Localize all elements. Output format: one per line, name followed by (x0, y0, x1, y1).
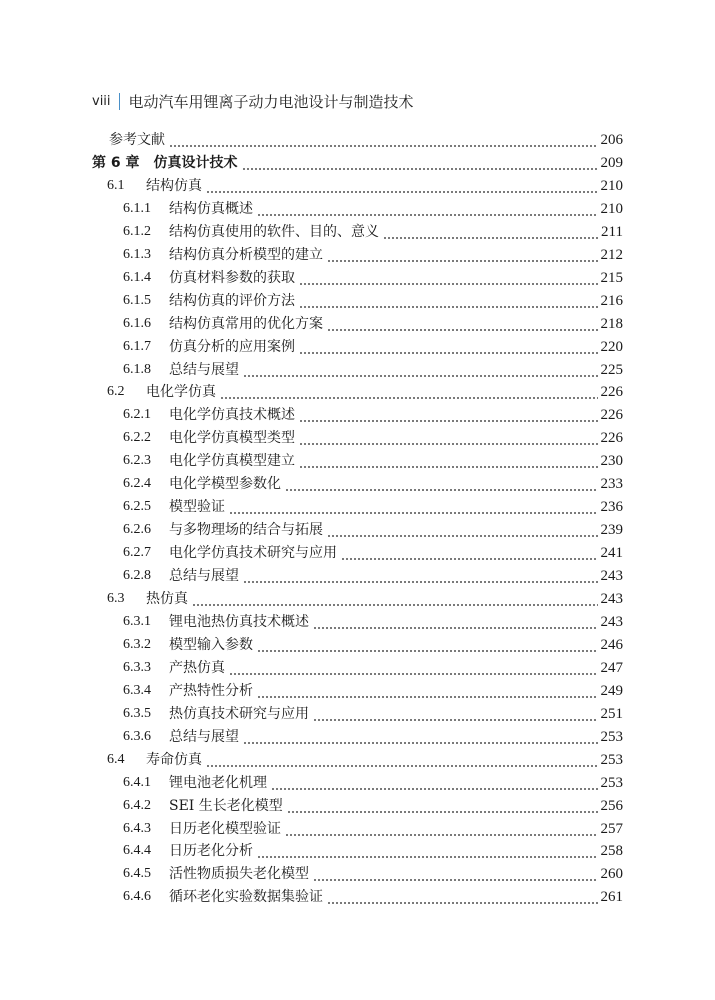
toc-entry-title: 结构仿真概述 (169, 200, 253, 217)
toc-entry-title: 循环老化实验数据集验证 (169, 889, 323, 906)
toc-entry-number: 6.1.7 (123, 338, 151, 354)
toc-entry[interactable] (0, 610, 715, 632)
toc-entry-page: 225 (600, 361, 623, 378)
toc-entry-number: 6.1.6 (123, 315, 151, 331)
toc-entry-title: 与多物理场的结合与拓展 (169, 522, 323, 539)
toc-entry[interactable] (0, 679, 715, 701)
toc-entry[interactable] (0, 839, 715, 861)
toc-entry-page: 257 (600, 820, 623, 837)
toc-entry[interactable] (0, 380, 715, 402)
toc-entry[interactable] (0, 794, 715, 816)
toc-entry-title: 结构仿真 (146, 177, 202, 194)
toc-entry[interactable] (0, 358, 715, 380)
toc-entry-title: 日历老化分析 (169, 843, 253, 860)
toc-entry-title: 产热仿真 (169, 659, 225, 676)
toc-entry-page: 218 (600, 315, 623, 332)
toc-entry-number: 6.4.1 (123, 774, 151, 790)
toc-entry[interactable] (0, 335, 715, 357)
toc-entry[interactable] (0, 702, 715, 724)
toc-entry-page: 236 (600, 499, 623, 516)
leader-dots (206, 176, 598, 196)
leader-dots (327, 520, 598, 540)
toc-entry-page: 243 (600, 591, 623, 607)
toc-entry[interactable] (0, 518, 715, 540)
leader-dots (299, 337, 598, 357)
leader-dots (220, 382, 598, 402)
book-title: 电动汽车用锂离子动力电池设计与制造技术 (128, 93, 414, 111)
leader-dots (341, 543, 598, 563)
toc-entry-page: 258 (600, 843, 623, 860)
toc-entry-number: 6.4 (107, 751, 125, 767)
leader-dots (192, 589, 598, 609)
toc-entry[interactable] (0, 174, 715, 196)
toc-entry[interactable] (0, 656, 715, 678)
toc-entry[interactable] (0, 312, 715, 334)
toc-entry[interactable] (0, 725, 715, 747)
toc-entry-page: 261 (600, 889, 623, 906)
leader-dots (257, 199, 598, 219)
toc-entry[interactable] (0, 266, 715, 288)
toc-entry-title: 电化学仿真模型建立 (169, 453, 295, 470)
toc-entry-page: 253 (600, 751, 623, 768)
header-divider (119, 93, 120, 110)
toc-entry-page: 226 (600, 430, 623, 447)
toc-entry-title: 模型输入参数 (169, 636, 253, 653)
leader-dots (206, 750, 598, 770)
toc-entry-title: 电化学模型参数化 (169, 476, 281, 493)
toc-entry-title: 结构仿真的评价方法 (169, 292, 295, 309)
toc-entry-title: 电化学仿真 (146, 384, 216, 401)
leader-dots (257, 841, 598, 861)
toc-entry[interactable] (0, 633, 715, 655)
toc-entry-number: 6.1.3 (123, 246, 151, 262)
toc-entry-title: 仿真分析的应用案例 (169, 338, 295, 355)
toc-entry-title: 电化学仿真技术概述 (169, 407, 295, 424)
toc-entry[interactable] (0, 541, 715, 563)
toc-entry-page: 249 (600, 682, 623, 699)
toc-entry-title: 总结与展望 (169, 361, 239, 378)
toc-entry-title: 锂电池热仿真技术概述 (169, 613, 309, 630)
leader-dots (285, 819, 598, 839)
toc-entry-number: 6.2.3 (123, 453, 151, 469)
toc-entry-number: 6.4.2 (123, 797, 151, 813)
toc-entry-page: 233 (600, 476, 623, 493)
toc-entry-number: 6.4.6 (123, 889, 151, 905)
toc-entry[interactable] (0, 748, 715, 770)
toc-entry-page: 226 (600, 407, 623, 424)
leader-dots (299, 405, 598, 425)
toc-entry-page: 247 (600, 659, 623, 676)
toc-entry[interactable] (0, 289, 715, 311)
toc-entry-page: 220 (600, 338, 623, 355)
toc-entry[interactable] (0, 426, 715, 448)
toc-entry-page: 216 (600, 292, 623, 309)
toc-entry-number: 6.2.2 (123, 430, 151, 446)
leader-dots (327, 887, 598, 907)
toc-entry-page: 210 (600, 200, 623, 217)
toc-entry-page: 243 (600, 613, 623, 630)
toc-entry-number: 6.2.4 (123, 476, 151, 492)
toc-entry-number: 6.2.7 (123, 545, 151, 561)
toc-entry-page: 210 (600, 177, 623, 194)
toc-entry-number: 6.3.2 (123, 636, 151, 652)
toc-entry-title: 电化学仿真技术研究与应用 (169, 545, 337, 562)
toc-entry-page: 206 (600, 132, 623, 148)
leader-dots (285, 474, 598, 494)
toc-entry[interactable] (0, 197, 715, 219)
toc-entry-number: 6.2.6 (123, 522, 151, 538)
toc-entry-title: 结构仿真常用的优化方案 (169, 315, 323, 332)
toc-entry[interactable] (0, 243, 715, 265)
toc-entry-number: 6.1.4 (123, 269, 151, 285)
toc-entry-page: 243 (600, 568, 623, 585)
toc-entry-page: 226 (600, 384, 623, 401)
toc-entry-number: 6.1 (107, 177, 125, 193)
toc-entry-title: 产热特性分析 (169, 682, 253, 699)
toc-entry-number: 6.2.5 (123, 499, 151, 515)
toc-entry-number: 6.1.2 (123, 223, 151, 239)
toc-entry-title: 总结与展望 (169, 728, 239, 745)
toc-entry-page: 239 (600, 522, 623, 539)
leader-dots (243, 727, 598, 747)
toc-entry-number: 6.3.5 (123, 705, 151, 721)
toc-entry-number: 6.1.1 (123, 200, 151, 216)
toc-entry[interactable] (0, 472, 715, 494)
toc-entry[interactable] (0, 495, 715, 517)
toc-entry-page: 256 (600, 797, 623, 814)
toc-entry-page: 260 (600, 866, 623, 883)
leader-dots (257, 635, 598, 655)
toc-entry-page: 251 (600, 705, 623, 722)
toc-entry-number: 6.4.3 (123, 820, 151, 836)
leader-dots (229, 658, 598, 678)
toc-entry-number: 6.2.1 (123, 407, 151, 423)
toc-entry-page: 212 (600, 246, 623, 263)
toc-entry-page: 241 (600, 545, 623, 562)
toc-entry-number: 6.3 (107, 591, 125, 606)
toc-entry-number: 6.3.1 (123, 613, 151, 629)
leader-dots (229, 497, 598, 517)
toc-entry[interactable] (0, 587, 715, 609)
leader-dots (287, 796, 598, 816)
toc-entry-title: 仿真材料参数的获取 (169, 269, 295, 286)
toc-entry-title: 热仿真技术研究与应用 (169, 705, 309, 722)
toc-entry-number: 6.2 (107, 384, 125, 400)
leader-dots (271, 773, 598, 793)
toc-entry[interactable] (0, 449, 715, 471)
toc-entry[interactable] (0, 128, 715, 150)
toc-entry-title: 活性物质损失老化模型 (169, 866, 309, 883)
toc-entry-page: 215 (600, 269, 623, 286)
toc-entry-number: 6.3.4 (123, 682, 151, 698)
toc-entry-title: SEI 生长老化模型 (169, 797, 283, 814)
leader-dots (313, 864, 598, 884)
toc-entry-title: 总结与展望 (169, 568, 239, 585)
toc-entry-title: 锂电池老化机理 (169, 774, 267, 791)
toc-entry-title: 日历老化模型验证 (169, 820, 281, 837)
leader-dots (383, 222, 598, 242)
toc-entry-title: 热仿真 (146, 591, 188, 607)
toc-entry[interactable] (0, 151, 715, 173)
leader-dots (299, 451, 598, 471)
leader-dots (313, 704, 598, 724)
toc-entry[interactable] (0, 220, 715, 242)
toc-entry-number: 6.2.8 (123, 568, 151, 584)
toc-entry-title: 仿真设计技术 (153, 154, 238, 171)
toc-entry-number: 6.3.6 (123, 728, 151, 744)
leader-dots (243, 566, 598, 586)
toc-entry-number: 6.1.5 (123, 292, 151, 308)
leader-dots (169, 130, 598, 150)
toc-entry-page: 253 (600, 774, 623, 791)
toc-entry[interactable] (0, 862, 715, 884)
toc-entry-number: 6.3.3 (123, 659, 151, 675)
toc-entry-page: 211 (601, 223, 623, 240)
leader-dots (299, 268, 598, 288)
page-number: viii (92, 94, 111, 109)
toc-entry[interactable] (0, 771, 715, 793)
toc-entry-title: 参考文献 (109, 132, 165, 148)
toc-entry[interactable] (0, 403, 715, 425)
toc-entry-title: 模型验证 (169, 499, 225, 516)
toc-entry-page: 230 (600, 453, 623, 470)
leader-dots (242, 153, 598, 173)
leader-dots (313, 612, 598, 632)
running-header (92, 91, 414, 112)
toc-entry-number: 第 6 章 (92, 154, 140, 171)
leader-dots (243, 360, 598, 380)
toc-entry-title: 结构仿真分析模型的建立 (169, 246, 323, 263)
toc-entry-number: 6.1.8 (123, 361, 151, 377)
leader-dots (327, 245, 598, 265)
leader-dots (257, 681, 598, 701)
toc-entry[interactable] (0, 885, 715, 907)
toc-entry-page: 246 (600, 636, 623, 653)
leader-dots (327, 314, 598, 334)
leader-dots (299, 291, 598, 311)
leader-dots (299, 428, 598, 448)
toc-entry[interactable] (0, 564, 715, 586)
toc-entry-title: 电化学仿真模型类型 (169, 430, 295, 447)
toc-entry[interactable] (0, 817, 715, 839)
toc-entry-page: 253 (600, 728, 623, 745)
toc-entry-number: 6.4.4 (123, 843, 151, 859)
toc-entry-title: 结构仿真使用的软件、目的、意义 (169, 223, 379, 240)
toc-entry-page: 209 (600, 154, 623, 171)
toc-entry-number: 6.4.5 (123, 866, 151, 882)
toc-entry-title: 寿命仿真 (146, 751, 202, 768)
